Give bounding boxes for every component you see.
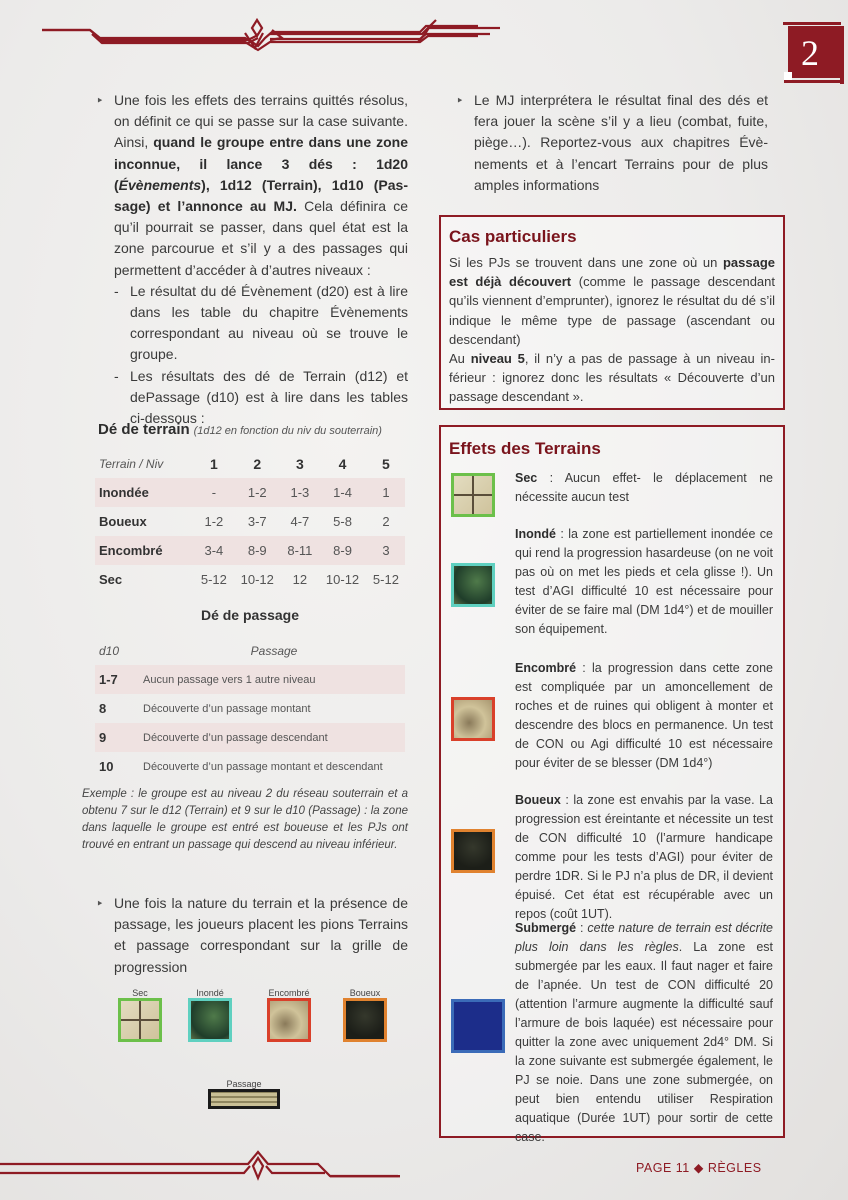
left-column: [92, 90, 408, 429]
encombre-terrain-icon: [267, 998, 311, 1042]
dash-item-event: - Le résultat du dé Évènement (d20) est à lire dans les table du chapitre Évènements correspondant au niveau où se trouve le groupe.: [112, 281, 408, 366]
cas-particuliers-text: Si les PJs se trouvent dans une zone où un passage est déjà découvert (comme le passage descendant qu’ils viennent d’emprunter), ignorez le résultat du dé s’il indique le même type de passage (ascendant ou descendant) Au niveau 5, il n’y a pas de passage à un niveau inférieur : ignorez donc les résultats « Découverte d’un passage descendant ».: [449, 255, 775, 405]
sec-terrain-icon: [118, 998, 162, 1042]
header-ornament: [0, 0, 848, 90]
table-row: Sec 5-12 10-12 12 10-12 5-12: [99, 572, 399, 587]
cas-particuliers-title: Cas particuliers: [449, 227, 577, 246]
effets-terrains-box: [439, 425, 785, 1144]
effets-terrains-title: Effets des Terrains: [449, 439, 601, 458]
dash-item-terrain-passage: - Les résultats des dé de Terrain (d12) et dePassage (d10) est à lire dans les tables ci-dessous :: [112, 366, 408, 430]
boueux-terrain-icon: [451, 829, 495, 873]
table-row: Boueux 1-2 3-7 4-7 5-8 2: [99, 514, 390, 529]
effect-sec: Sec : Aucun effet- le déplacement ne nécessite aucun test: [451, 469, 773, 529]
passage-table-title: Dé de passage: [200, 607, 300, 623]
tile-encombre: Encombré: [264, 988, 314, 1042]
terrain-table-title: Dé de terrain (1d12 en fonction du niv du souterrain): [98, 421, 382, 438]
intro-bullet: ‣ Une fois les effets des terrains quittés résolus, on définit ce qui se passe sur la case suivante. Ainsi, quand le groupe entre dans une zone inconnue, il lance 3 dés : 1d20 (Évènements), 1d12 (Terrain), 1d10 (Passage) et l’annonce au MJ. Cela définira ce qu’il pourrait se passer, dans quel état est la zone parcourue et s’il y a des passages qui permettent d’accéder à d’autres niveaux :: [92, 90, 408, 281]
passage-icon: [208, 1089, 280, 1109]
encombre-terrain-icon: [451, 697, 495, 741]
effect-boueux: Boueux : la zone est envahis par la vase. La progression est éreintante et nécessite un test de CON difficulté 10 (l’armure handicape comme pour les tests d’AGI) pour éviter de perdre 1DR. Si le PJ n’a plus de DR, il devient épuisé. Cet état est récupérable avec un repos (coût 1UT).: [451, 791, 773, 921]
table-row: 8 Découverte d’un passage montant: [99, 701, 311, 716]
passage-table-header: d10 Passage: [99, 643, 298, 658]
right-column: [452, 90, 768, 196]
example-text: Exemple : le groupe est au niveau 2 du réseau souterrain et a obtenu 7 sur le d12 (Terrain) et 9 sur le d10 (Passage) : la zone dans laquelle le groupe est entré est boueuse et les PJs ont trouvé en entrant un passage qui descend au niveau inférieur.: [82, 788, 408, 851]
table-row: Inondée - 1-2 1-3 1-4 1: [95, 478, 405, 507]
effect-encombre: Encombré : la progression dans cette zone est compliquée par un amoncellement de roches et de ruines qui obligent à monter et descendre des blocs en permanence. Un test de CON ou Agi difficulté 10 est nécessaire pour éviter de se blesser (DM 1d4°): [451, 659, 773, 789]
inonde-terrain-icon: [451, 563, 495, 607]
effect-submerge: Submergé : cette nature de terrain est décrite plus loin dans les règles. La zone est submergée par les eaux. Il faut nager et faire de l’apnée. Un test de CON difficulté 20 (attention l’armure augmente la difficulté sauf l’armure de bois laquée) est nécessaire pour quitter la zone avec uniquement 2d4° DM. Si la zone suivante est submergée également, le PJ se noie. Dans une zone submergée, on peut bien entendu utiliser Respiration aquatique (Durée 1UT) pour sortir de cette case.: [451, 919, 773, 1129]
terrain-table-header: Terrain / Niv 1 2 3 4 5: [99, 455, 390, 472]
passage-table: [95, 636, 405, 781]
submerge-terrain-icon: [451, 999, 505, 1053]
boueux-terrain-icon: [343, 998, 387, 1042]
inonde-terrain-icon: [188, 998, 232, 1042]
chapter-number: 2: [801, 33, 819, 73]
tile-inonde: Inondé: [188, 988, 232, 1042]
table-row: 10 Découverte d’un passage montant et descendant: [99, 759, 383, 774]
tile-sec: Sec: [118, 988, 162, 1042]
cas-particuliers-box: [439, 215, 785, 410]
page-footer: PAGE 11 ◆ RÈGLES: [636, 1161, 762, 1175]
mj-bullet: ‣ Le MJ interprétera le résultat final des dés et fera jouer la scène s’il y a lieu (combat, fuite, piège…). Reportez-vous aux chapitres Évènements et à l’encart Terrains pour de plus amples informations: [452, 90, 768, 196]
table-row: 9 Découverte d’un passage descendant: [95, 723, 405, 752]
placement-bullet: ‣ Une fois la nature du terrain et la présence de passage, les joueurs placent les pions Terrains et passage correspondant sur la grille de progression: [92, 893, 408, 978]
sec-terrain-icon: [451, 473, 495, 517]
effect-inonde: Inondé : la zone est partiellement inondée ce qui rend la progression hasardeuse (on ne voit pas où on met les pieds et cela glisse !). Un test d’AGI difficulté 10 est nécessaire pour éviter de se faire mal (DM 1d4°) et de mouiller son équipement.: [451, 525, 773, 655]
terrain-table: [95, 449, 405, 594]
table-row: Encombré 3-4 8-9 8-11 8-9 3: [95, 536, 405, 565]
table-row: 1-7 Aucun passage vers 1 autre niveau: [95, 665, 405, 694]
tile-boueux: Boueux: [340, 988, 390, 1042]
tile-passage: Passage: [208, 1079, 280, 1109]
